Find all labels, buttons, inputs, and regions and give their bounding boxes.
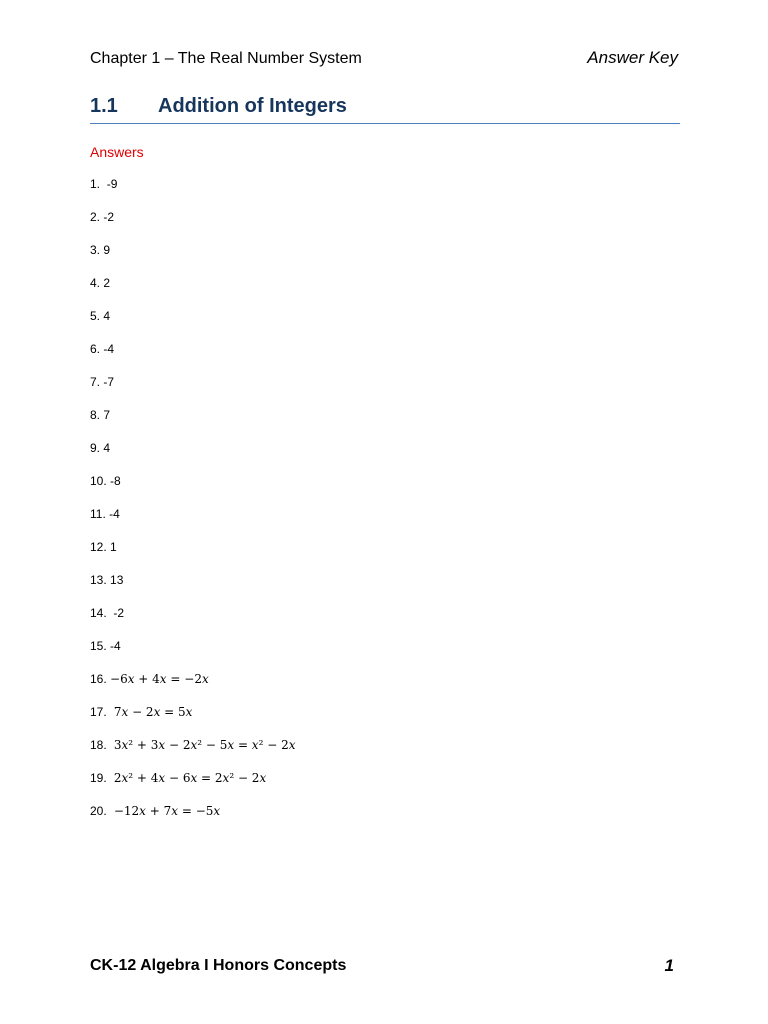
answer-equation: 2𝑥² + 4𝑥 − 6𝑥 = 2𝑥² − 2𝑥 (110, 771, 267, 785)
answer-number: 10. (90, 474, 107, 488)
answer-equation: −6𝑥 + 4𝑥 = −2𝑥 (110, 672, 209, 686)
answer-item (90, 341, 295, 374)
answer-item (90, 506, 295, 539)
answer-number: 20. (90, 804, 107, 818)
answer-value: -2 (110, 606, 125, 620)
page-header (90, 48, 678, 72)
answer-equation: 7𝑥 − 2𝑥 = 5𝑥 (110, 705, 193, 719)
answer-number: 2. (90, 210, 101, 224)
page-footer (90, 955, 678, 979)
answer-equation: −12𝑥 + 7𝑥 = −5𝑥 (110, 804, 221, 818)
section-number: 1.1 (90, 95, 118, 117)
answer-value: 13 (110, 573, 124, 587)
answer-number: 13. (90, 573, 107, 587)
answer-value: -9 (103, 177, 118, 191)
answer-value: 4 (103, 309, 111, 323)
answer-value: 2 (103, 276, 111, 290)
answer-item (90, 374, 295, 407)
book-title: CK-12 Algebra I Honors Concepts (90, 957, 347, 974)
answer-item (90, 275, 295, 308)
answer-number: 11. (90, 507, 106, 521)
answer-list (90, 176, 295, 836)
answer-item (90, 176, 295, 209)
answer-item (90, 440, 295, 473)
answer-number: 1. (90, 177, 101, 191)
answer-item (90, 308, 295, 341)
answer-number: 14. (90, 606, 107, 620)
answer-value: -7 (103, 375, 115, 389)
answer-number: 15. (90, 639, 107, 653)
answer-value: 9 (103, 243, 111, 257)
answer-value: -4 (110, 639, 121, 653)
answer-value: 1 (110, 540, 117, 554)
page-number: 1 (664, 956, 674, 975)
answers-label: Answers (90, 144, 144, 160)
answer-number: 19. (90, 771, 107, 785)
answer-number: 7. (90, 375, 101, 389)
answer-value: 4 (103, 441, 111, 455)
answer-key-label: Answer Key (587, 48, 678, 67)
answer-item (90, 704, 295, 737)
answer-item (90, 473, 295, 506)
answer-item (90, 638, 295, 671)
heading-divider (90, 123, 680, 124)
answer-item (90, 242, 295, 275)
answer-number: 6. (90, 342, 101, 356)
answer-number: 16. (90, 672, 107, 686)
answer-number: 5. (90, 309, 101, 323)
answer-item (90, 803, 295, 836)
chapter-title: Chapter 1 – The Real Number System (90, 50, 362, 67)
answer-item (90, 572, 295, 605)
answer-number: 18. (90, 738, 107, 752)
answer-value: 7 (103, 408, 111, 422)
answer-item (90, 407, 295, 440)
answer-number: 3. (90, 243, 101, 257)
answer-value: -4 (103, 342, 115, 356)
answer-item (90, 539, 295, 572)
answer-number: 17. (90, 705, 107, 719)
section-title-text: Addition of Integers (158, 95, 347, 117)
answer-item (90, 671, 295, 704)
answer-value: -8 (110, 474, 121, 488)
answer-number: 8. (90, 408, 101, 422)
answer-number: 4. (90, 276, 101, 290)
answer-item (90, 770, 295, 803)
answer-number: 12. (90, 540, 107, 554)
answer-number: 9. (90, 441, 101, 455)
answer-item (90, 605, 295, 638)
answer-item (90, 209, 295, 242)
answer-value: -2 (103, 210, 115, 224)
answer-value: -4 (109, 507, 120, 521)
answer-item (90, 737, 295, 770)
section-heading (90, 93, 347, 119)
answer-equation: 3𝑥² + 3𝑥 − 2𝑥² − 5𝑥 = 𝑥² − 2𝑥 (110, 738, 296, 752)
